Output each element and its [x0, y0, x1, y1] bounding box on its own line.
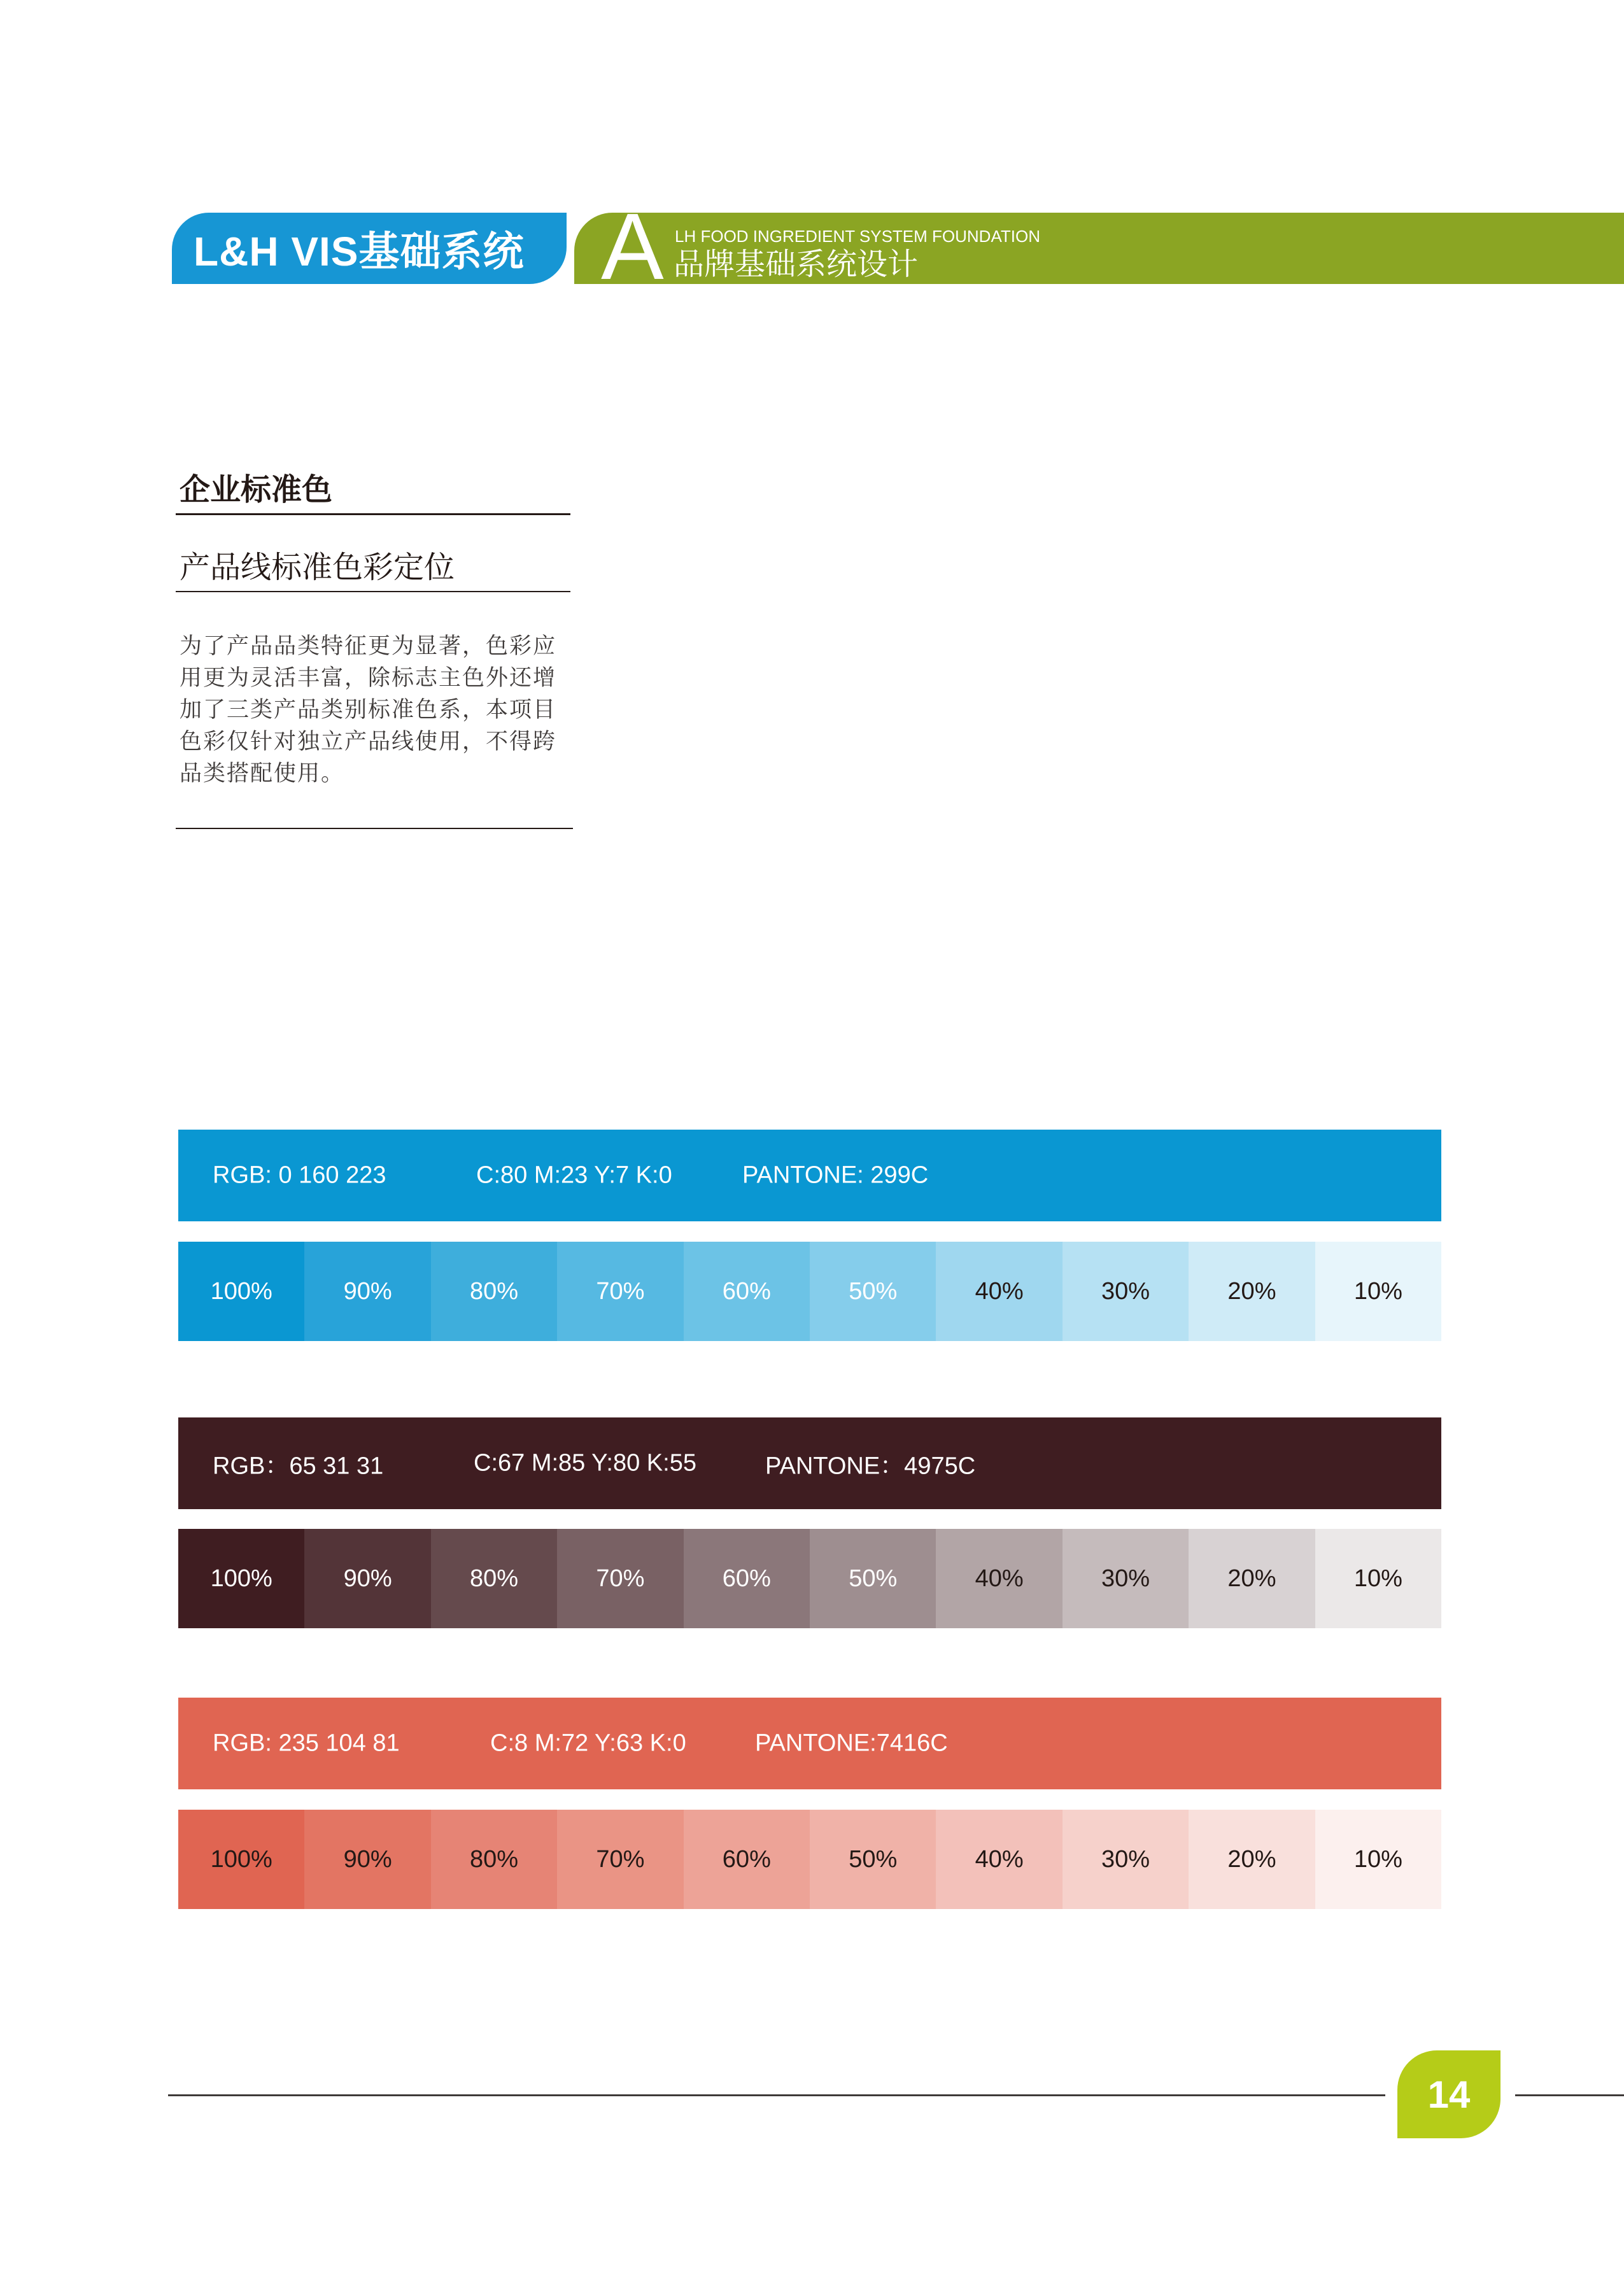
tint-label: 40% — [975, 1277, 1024, 1305]
tint-swatch — [178, 1242, 304, 1341]
tint-swatch — [1189, 1242, 1315, 1341]
tint-swatch — [936, 1242, 1062, 1341]
description-text: 为了产品品类特征更为显著，色彩应用更为灵活丰富，除标志主色外还增加了三类产品类别标准色系，本项目色彩仅针对独立产品线使用，不得跨品类搭配使用。 — [180, 634, 557, 786]
tint-swatch — [304, 1810, 430, 1909]
tint-label: 10% — [1353, 1845, 1402, 1873]
tint-swatch — [1315, 1242, 1441, 1341]
tint-label: 20% — [1227, 1845, 1276, 1873]
tint-label: 10% — [1353, 1565, 1402, 1592]
tint-swatch — [1063, 1529, 1189, 1628]
tint-swatch — [557, 1810, 683, 1909]
tint-label: 40% — [975, 1565, 1024, 1592]
tint-label: 10% — [1353, 1277, 1402, 1305]
cmyk-value: C:8 M:72 Y:63 K:0 — [490, 1729, 686, 1757]
page-subtitle: 产品线标准色彩定位 — [180, 551, 455, 585]
tint-label: 20% — [1227, 1565, 1276, 1592]
color-spec-bar-brown — [178, 1417, 1441, 1509]
tint-label: 80% — [469, 1565, 519, 1592]
tint-row-brown — [178, 1529, 1441, 1628]
tint-swatch — [1315, 1529, 1441, 1628]
rgb-value: RGB: 0 160 223 — [213, 1161, 386, 1189]
pantone-value: PANTONE:7416C — [755, 1729, 948, 1757]
tint-swatch — [431, 1529, 557, 1628]
tint-label: 30% — [1101, 1565, 1150, 1592]
tint-label: 100% — [210, 1277, 272, 1305]
tint-label: 70% — [596, 1845, 645, 1873]
brand-badge — [172, 213, 567, 284]
pantone-value: PANTONE: 299C — [742, 1161, 929, 1189]
tint-swatch — [178, 1810, 304, 1909]
footer-rule-right — [1515, 2094, 1624, 2096]
section-title-en: LH FOOD INGREDIENT SYSTEM FOUNDATION — [675, 227, 1040, 246]
tint-swatch — [304, 1242, 430, 1341]
tint-swatch — [684, 1810, 810, 1909]
cmyk-value: C:80 M:23 Y:7 K:0 — [476, 1161, 672, 1189]
page-number-tab — [1397, 2050, 1500, 2138]
tint-label: 40% — [975, 1845, 1024, 1873]
color-spec-bar-coral — [178, 1698, 1441, 1789]
tint-swatch — [810, 1242, 936, 1341]
tint-label: 60% — [722, 1845, 771, 1873]
tint-swatch — [1063, 1242, 1189, 1341]
tint-label: 80% — [469, 1277, 519, 1305]
tint-row-blue — [178, 1242, 1441, 1341]
tint-swatch — [684, 1529, 810, 1628]
tint-label: 50% — [849, 1565, 898, 1592]
tint-swatch — [178, 1529, 304, 1628]
tint-row-coral — [178, 1810, 1441, 1909]
tint-label: 50% — [849, 1277, 898, 1305]
tint-swatch — [1315, 1810, 1441, 1909]
tint-label: 90% — [343, 1277, 392, 1305]
tint-swatch — [936, 1529, 1062, 1628]
tint-swatch — [936, 1810, 1062, 1909]
title-divider — [176, 513, 570, 515]
tint-swatch — [684, 1242, 810, 1341]
tint-label: 30% — [1101, 1845, 1150, 1873]
tint-label: 70% — [596, 1277, 645, 1305]
tint-label: 80% — [469, 1845, 519, 1873]
brand-badge-text: L&H VIS基础系统 — [194, 229, 525, 274]
tint-swatch — [431, 1242, 557, 1341]
page-title: 企业标准色 — [180, 473, 333, 507]
description-divider — [176, 828, 573, 829]
tint-swatch — [557, 1529, 683, 1628]
tint-label: 50% — [849, 1845, 898, 1873]
tint-swatch — [304, 1529, 430, 1628]
tint-label: 60% — [722, 1277, 771, 1305]
tint-label: 30% — [1101, 1277, 1150, 1305]
section-letter: A — [601, 194, 664, 299]
tint-label: 100% — [210, 1565, 272, 1592]
tint-label: 90% — [343, 1565, 392, 1592]
rgb-value: RGB：65 31 31 — [213, 1452, 384, 1480]
tint-label: 60% — [722, 1565, 771, 1592]
rgb-value: RGB: 235 104 81 — [213, 1729, 400, 1757]
subtitle-divider — [176, 591, 570, 592]
tint-swatch — [810, 1810, 936, 1909]
section-title-cn: 品牌基础系统设计 — [674, 248, 919, 281]
tint-swatch — [1189, 1529, 1315, 1628]
footer-rule-left — [168, 2094, 1385, 2096]
color-spec-bar-blue — [178, 1130, 1441, 1221]
tint-label: 100% — [210, 1845, 272, 1873]
tint-label: 20% — [1227, 1277, 1276, 1305]
tint-label: 90% — [343, 1845, 392, 1873]
page-number: 14 — [1427, 2073, 1471, 2116]
tint-swatch — [1063, 1810, 1189, 1909]
tint-swatch — [810, 1529, 936, 1628]
pantone-value: PANTONE：4975C — [765, 1452, 976, 1480]
tint-swatch — [557, 1242, 683, 1341]
tint-swatch — [431, 1810, 557, 1909]
cmyk-value: C:67 M:85 Y:80 K:55 — [474, 1449, 696, 1477]
tint-swatch — [1189, 1810, 1315, 1909]
tint-label: 70% — [596, 1565, 645, 1592]
